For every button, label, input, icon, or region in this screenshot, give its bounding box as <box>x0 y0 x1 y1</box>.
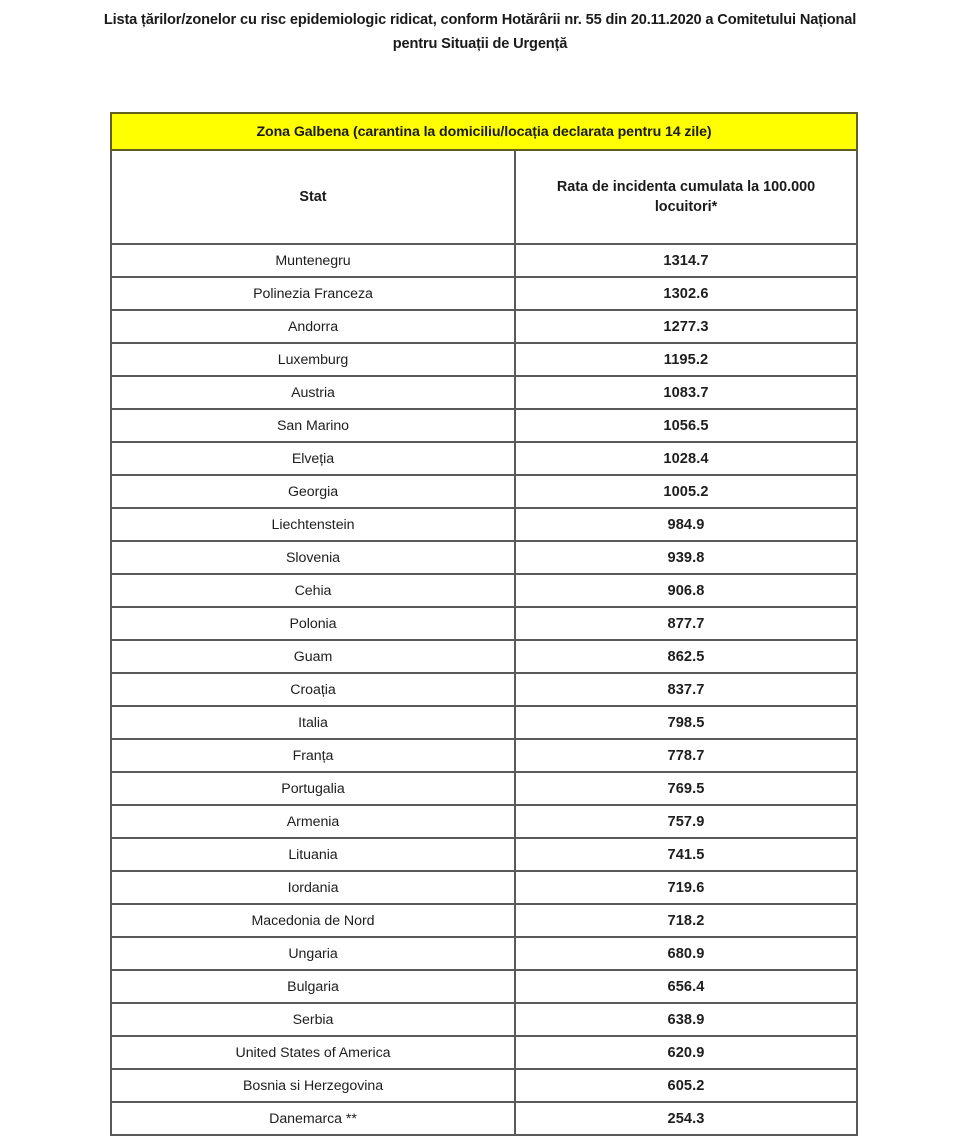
cell-incidence-rate: 1083.7 <box>515 376 857 409</box>
cell-incidence-rate: 798.5 <box>515 706 857 739</box>
table-body <box>111 244 857 1135</box>
cell-incidence-rate: 1195.2 <box>515 343 857 376</box>
table-row <box>111 574 857 607</box>
table-row <box>111 508 857 541</box>
cell-state: San Marino <box>111 409 515 442</box>
cell-state: Cehia <box>111 574 515 607</box>
cell-incidence-rate: 862.5 <box>515 640 857 673</box>
cell-incidence-rate: 718.2 <box>515 904 857 937</box>
cell-incidence-rate: 1056.5 <box>515 409 857 442</box>
cell-incidence-rate: 906.8 <box>515 574 857 607</box>
risk-table-container <box>110 112 856 1136</box>
page-title-line-1: Lista țărilor/zonelor cu risc epidemiologic ridicat, conform Hotărârii nr. 55 din 20.11.2020 a Comitetului Național <box>103 12 857 28</box>
cell-state: Elveția <box>111 442 515 475</box>
cell-state: Italia <box>111 706 515 739</box>
column-header-rate: Rata de incidenta cumulata la 100.000 locuitori* <box>515 150 857 244</box>
table-row <box>111 244 857 277</box>
page-title <box>0 0 960 56</box>
table-row <box>111 1036 857 1069</box>
table-row <box>111 871 857 904</box>
cell-state: Luxemburg <box>111 343 515 376</box>
cell-incidence-rate: 680.9 <box>515 937 857 970</box>
cell-incidence-rate: 656.4 <box>515 970 857 1003</box>
cell-incidence-rate: 620.9 <box>515 1036 857 1069</box>
cell-incidence-rate: 605.2 <box>515 1069 857 1102</box>
column-header-state: Stat <box>111 150 515 244</box>
cell-incidence-rate: 1028.4 <box>515 442 857 475</box>
cell-incidence-rate: 1277.3 <box>515 310 857 343</box>
table-row <box>111 607 857 640</box>
cell-state: Polonia <box>111 607 515 640</box>
table-row <box>111 541 857 574</box>
table-row <box>111 838 857 871</box>
cell-incidence-rate: 778.7 <box>515 739 857 772</box>
column-header-row <box>111 150 857 244</box>
cell-state: Franța <box>111 739 515 772</box>
table-row <box>111 409 857 442</box>
table-row <box>111 640 857 673</box>
cell-incidence-rate: 741.5 <box>515 838 857 871</box>
table-row <box>111 277 857 310</box>
table-row <box>111 904 857 937</box>
cell-state: Iordania <box>111 871 515 904</box>
cell-state: Croația <box>111 673 515 706</box>
cell-incidence-rate: 1314.7 <box>515 244 857 277</box>
cell-state: Polinezia Franceza <box>111 277 515 310</box>
cell-state: Andorra <box>111 310 515 343</box>
cell-state: Slovenia <box>111 541 515 574</box>
cell-incidence-rate: 1005.2 <box>515 475 857 508</box>
cell-incidence-rate: 1302.6 <box>515 277 857 310</box>
table-header <box>111 113 857 244</box>
table-row <box>111 739 857 772</box>
table-row <box>111 1069 857 1102</box>
cell-state: Austria <box>111 376 515 409</box>
cell-state: Macedonia de Nord <box>111 904 515 937</box>
table-row <box>111 805 857 838</box>
cell-state: Guam <box>111 640 515 673</box>
cell-state: Muntenegru <box>111 244 515 277</box>
zone-banner-label: Zona Galbena (carantina la domiciliu/locația declarata pentru 14 zile) <box>111 113 857 150</box>
page-title-line-2: pentru Situații de Urgență <box>392 35 568 52</box>
risk-table <box>110 112 858 1136</box>
table-row <box>111 1102 857 1135</box>
table-row <box>111 673 857 706</box>
cell-state: Bulgaria <box>111 970 515 1003</box>
cell-state: Serbia <box>111 1003 515 1036</box>
cell-state: Liechtenstein <box>111 508 515 541</box>
cell-incidence-rate: 638.9 <box>515 1003 857 1036</box>
cell-incidence-rate: 877.7 <box>515 607 857 640</box>
table-row <box>111 772 857 805</box>
cell-state: Danemarca ** <box>111 1102 515 1135</box>
cell-incidence-rate: 719.6 <box>515 871 857 904</box>
cell-state: United States of America <box>111 1036 515 1069</box>
cell-state: Armenia <box>111 805 515 838</box>
table-row <box>111 442 857 475</box>
cell-incidence-rate: 254.3 <box>515 1102 857 1135</box>
cell-state: Georgia <box>111 475 515 508</box>
cell-incidence-rate: 837.7 <box>515 673 857 706</box>
cell-state: Ungaria <box>111 937 515 970</box>
table-row <box>111 343 857 376</box>
zone-banner-row <box>111 113 857 150</box>
table-row <box>111 706 857 739</box>
table-row <box>111 310 857 343</box>
cell-incidence-rate: 757.9 <box>515 805 857 838</box>
table-row <box>111 1003 857 1036</box>
table-row <box>111 475 857 508</box>
cell-incidence-rate: 769.5 <box>515 772 857 805</box>
table-row <box>111 376 857 409</box>
cell-state: Lituania <box>111 838 515 871</box>
cell-incidence-rate: 939.8 <box>515 541 857 574</box>
table-row <box>111 937 857 970</box>
cell-incidence-rate: 984.9 <box>515 508 857 541</box>
cell-state: Bosnia si Herzegovina <box>111 1069 515 1102</box>
cell-state: Portugalia <box>111 772 515 805</box>
table-row <box>111 970 857 1003</box>
